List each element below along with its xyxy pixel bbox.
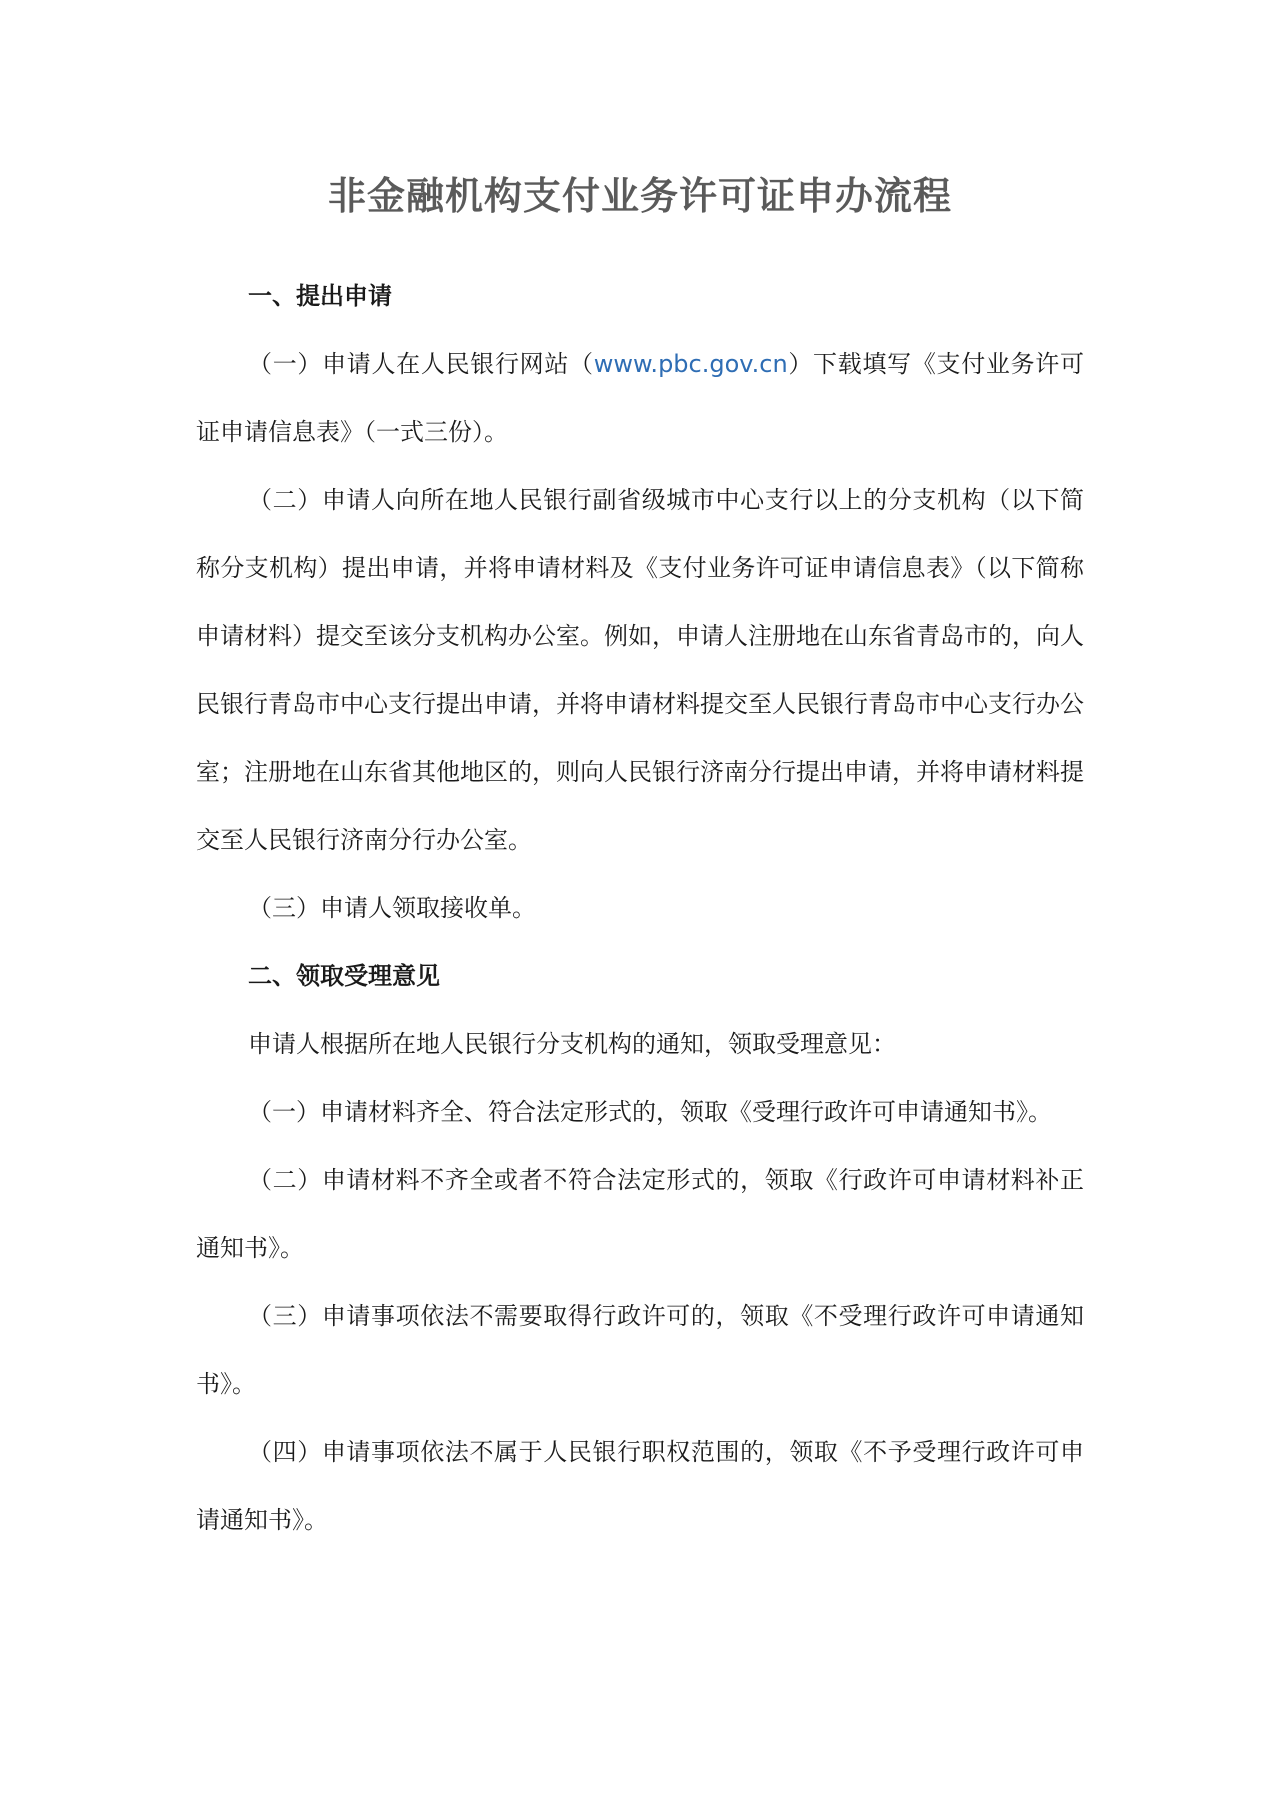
paragraph-download-form xyxy=(196,330,1084,466)
paragraph-text-after-link: ）下载填写《支付业务许可证申请信息表》（一式三份）。 xyxy=(196,350,1085,446)
list-item-opinion-accepted: （一）申请材料齐全、符合法定形式的，领取《受理行政许可申请通知书》。 xyxy=(248,1098,1052,1126)
list-item-opinion-supplement: （二）申请材料不齐全或者不符合法定形式的，领取《行政许可申请材料补正通知书》。 xyxy=(196,1166,1084,1262)
pbc-website-link[interactable]: www.pbc.gov.cn xyxy=(593,350,788,378)
paragraph-receive-receipt: （三）申请人领取接收单。 xyxy=(248,894,536,922)
paragraph-submit-to-branch: （二）申请人向所在地人民银行副省级城市中心支行以上的分支机构（以下简称分支机构）提出申请，并将申请材料及《支付业务许可证申请信息表》（以下简称申请材料）提交至该分支机构办公室。例如，申请人注册地在山东省青岛市的，向人民银行青岛市中心支行提出申请，并将申请材料提交至人民银行青岛市中心支行办公室；注册地在山东省其他地区的，则向人民银行济南分行提出申请，并将申请材料提交至人民银行济南分行办公室。 xyxy=(196,486,1084,854)
document-body xyxy=(196,262,1084,1554)
list-item-opinion-out-of-scope: （四）申请事项依法不属于人民银行职权范围的，领取《不予受理行政许可申请通知书》。 xyxy=(196,1438,1084,1534)
paragraph-text-before-link: （一）申请人在人民银行网站（ xyxy=(248,350,594,378)
section-heading-receive-opinion: 二、领取受理意见 xyxy=(248,962,440,990)
section-heading-submit-application: 一、提出申请 xyxy=(248,282,392,310)
paragraph-opinion-intro: 申请人根据所在地人民银行分支机构的通知，领取受理意见： xyxy=(248,1030,896,1058)
list-item-opinion-not-required: （三）申请事项依法不需要取得行政许可的，领取《不受理行政许可申请通知书》。 xyxy=(196,1302,1084,1398)
document-title: 非金融机构支付业务许可证申办流程 xyxy=(327,174,952,218)
